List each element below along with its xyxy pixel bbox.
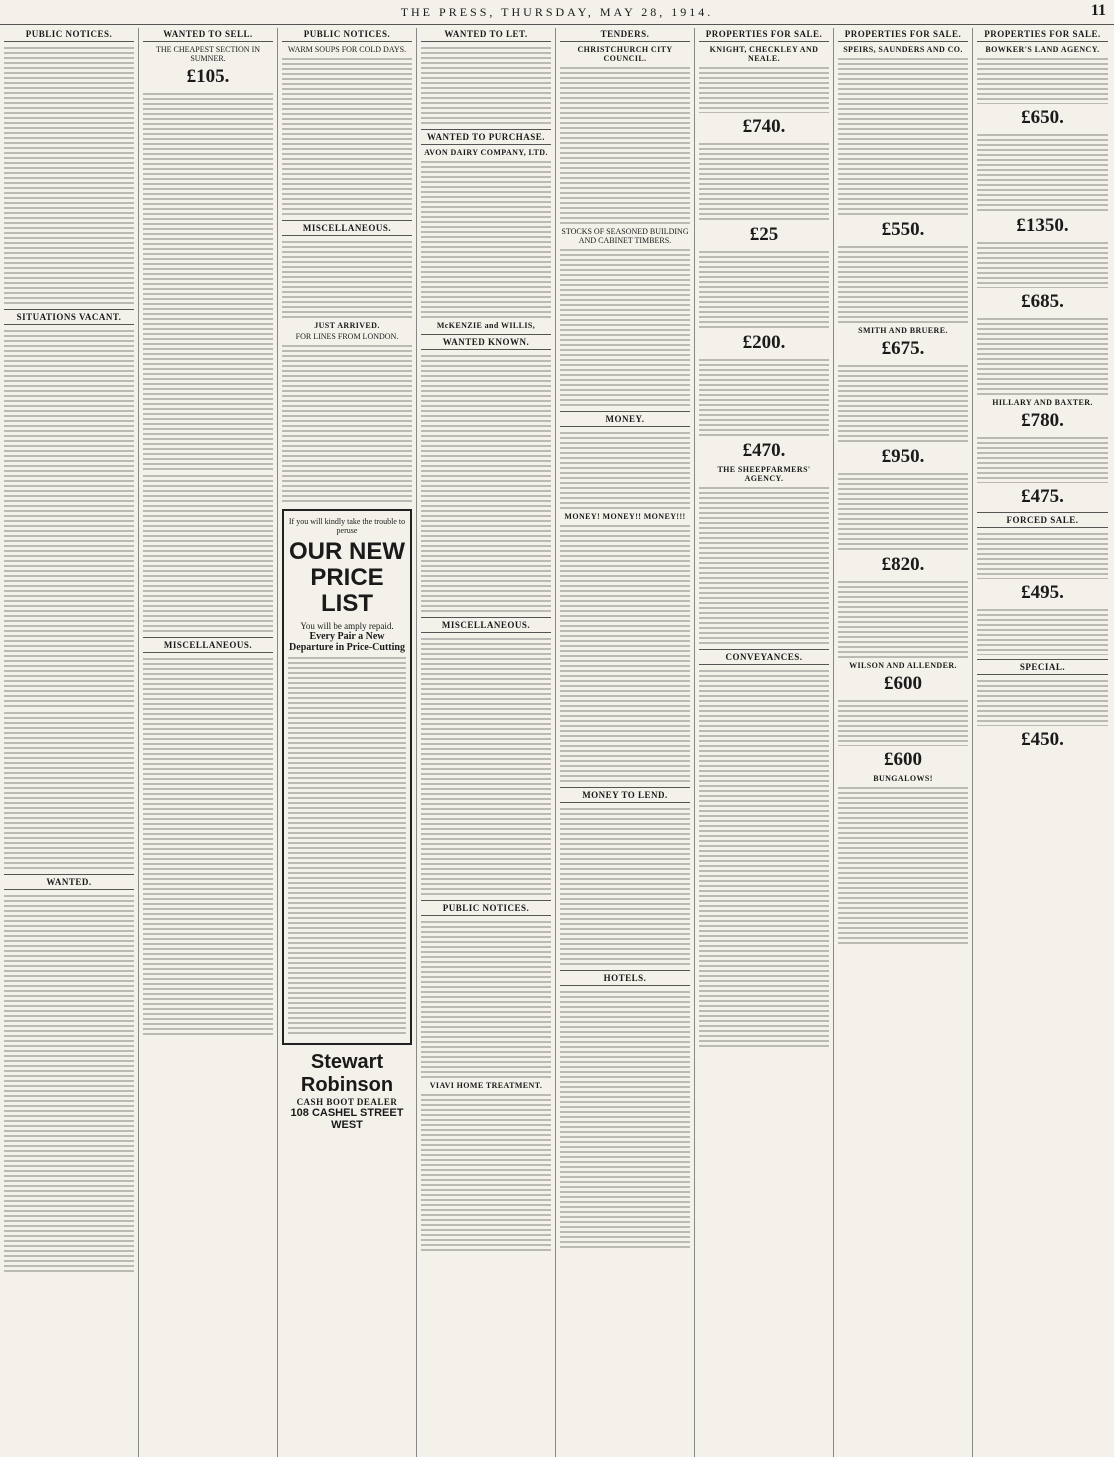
- ad-title: VIAVI HOME TREATMENT.: [429, 1081, 543, 1090]
- agent-name: THE SHEEPFARMERS' AGENCY.: [717, 465, 811, 483]
- ad-text-block: [421, 636, 551, 896]
- columns: [0, 28, 1114, 1457]
- section-heading: FORCED SALE.: [977, 512, 1108, 528]
- ad-text-block: [977, 240, 1108, 288]
- column-heading: WANTED TO SELL.: [143, 28, 273, 42]
- agent-name: HILLARY AND BAXTER.: [992, 398, 1093, 407]
- ad-text-block: [4, 328, 134, 708]
- ad-text-block: [282, 56, 412, 216]
- ad-text-block: [977, 132, 1108, 212]
- column-8: [973, 28, 1112, 1457]
- ad-text-block: [838, 785, 968, 945]
- ad-text-block: [421, 353, 551, 613]
- agent-name: SPEIRS, SAUNDERS AND CO.: [843, 45, 963, 54]
- section-heading: WANTED KNOWN.: [421, 334, 551, 350]
- agent-name: BOWKER'S LAND AGENCY.: [985, 45, 1100, 54]
- advertiser-address: 108 CASHEL STREET WEST: [290, 1107, 404, 1131]
- price: £105.: [186, 66, 230, 87]
- ad-text-block: [838, 698, 968, 746]
- ad-text-block: [977, 316, 1108, 396]
- ad-text-block: [699, 485, 829, 645]
- section-heading: MONEY TO LEND.: [560, 787, 690, 803]
- price: £475.: [1021, 486, 1064, 507]
- section-heading: SPECIAL.: [977, 659, 1108, 675]
- price: £740.: [742, 116, 786, 137]
- price: £550.: [881, 219, 925, 240]
- ad-text-block: [838, 56, 968, 216]
- section-heading: MISCELLANEOUS.: [421, 617, 551, 633]
- agent-name: SMITH AND BRUERE.: [858, 326, 948, 335]
- column-7: [834, 28, 973, 1457]
- ad-text-block: [699, 668, 829, 1048]
- ad-text-block: [977, 607, 1108, 655]
- column-heading: PROPERTIES FOR SALE.: [838, 28, 968, 42]
- ad-text-block: [4, 893, 134, 1273]
- ad-text-block: [282, 239, 412, 319]
- ad-text-block: [838, 244, 968, 324]
- section-heading: HOTELS.: [560, 970, 690, 986]
- agent-name: WILSON AND ALLENDER.: [849, 661, 957, 670]
- price-list-line: Every Pair a New Departure in Price-Cutting: [289, 631, 405, 653]
- ad-text-block: [699, 141, 829, 221]
- column-heading: WANTED TO LET.: [421, 28, 551, 42]
- column-4: [417, 28, 556, 1457]
- ad-text-block: [560, 430, 690, 510]
- price: £675.: [881, 338, 925, 359]
- column-heading: TENDERS.: [560, 28, 690, 42]
- advertiser-name: McKENZIE and WILLIS,: [436, 321, 536, 330]
- price-list-headline: OUR NEW PRICE LIST: [289, 538, 405, 617]
- price-list-line: You will be amply repaid.: [300, 621, 394, 631]
- ad-text-block: [143, 656, 273, 1036]
- ad-text-block: [838, 579, 968, 659]
- column-1: [0, 28, 139, 1457]
- column-5: [556, 28, 695, 1457]
- ad-text-block: [699, 357, 829, 437]
- ad-text-block: [560, 806, 690, 966]
- section-heading: MISCELLANEOUS.: [282, 220, 412, 236]
- ad-text-block: [560, 523, 690, 783]
- price: £495.: [1021, 582, 1064, 603]
- price: £470.: [742, 440, 786, 461]
- ad-text-block: [4, 45, 134, 305]
- ad-text-block: [421, 45, 551, 125]
- ad-title: BUNGALOWS!: [873, 774, 933, 783]
- advertiser-trade: CASH BOOT DEALER: [296, 1097, 398, 1107]
- ad-title: WARM SOUPS FOR COLD DAYS.: [287, 45, 407, 54]
- ad-text-block: [4, 710, 134, 870]
- ad-text-block: [977, 531, 1108, 579]
- price: £600: [884, 749, 922, 770]
- price: £450.: [1021, 729, 1064, 750]
- ad-title: CHRISTCHURCH CITY COUNCIL.: [577, 45, 673, 63]
- section-heading: WANTED TO PURCHASE.: [421, 129, 551, 145]
- ad-text-block: [699, 65, 829, 113]
- column-2: [139, 28, 278, 1457]
- price: £25: [749, 224, 779, 245]
- ad-text-block: [560, 989, 690, 1249]
- price: £1350.: [1016, 215, 1069, 236]
- ad-text-block: [143, 473, 273, 633]
- column-3: [278, 28, 417, 1457]
- ad-text-block: [421, 1092, 551, 1252]
- masthead-title: THE PRESS, THURSDAY, MAY 28, 1914.: [400, 5, 714, 19]
- column-heading: PROPERTIES FOR SALE.: [977, 28, 1108, 42]
- ad-text-block: [838, 471, 968, 551]
- page-number: 11: [1090, 2, 1106, 19]
- price: £780.: [1021, 410, 1064, 431]
- ad-text-block: [699, 249, 829, 329]
- column-heading: PUBLIC NOTICES.: [4, 28, 134, 42]
- ad-text-block: [143, 91, 273, 471]
- agent-name: KNIGHT, CHECKLEY AND NEALE.: [709, 45, 819, 63]
- price: £820.: [881, 554, 925, 575]
- column-6: [695, 28, 834, 1457]
- ad-text-block: [977, 56, 1108, 104]
- advertiser-name: AVON DAIRY COMPANY, LTD.: [424, 148, 548, 157]
- section-heading: CONVEYANCES.: [699, 649, 829, 665]
- stewart-robinson-ad: [282, 1051, 412, 1131]
- ad-text-block: [421, 159, 551, 319]
- ad-title: JUST ARRIVED.: [314, 321, 380, 330]
- ad-title: STOCKS OF SEASONED BUILDING AND CABINET TIMBERS.: [561, 227, 689, 245]
- ad-text-block: [421, 919, 551, 1079]
- column-heading: PUBLIC NOTICES.: [282, 28, 412, 42]
- price: £685.: [1021, 291, 1064, 312]
- advertiser-name: Stewart Robinson: [300, 1051, 394, 1096]
- ad-text-block: [977, 435, 1108, 483]
- ad-text-block: [977, 678, 1108, 726]
- ad-text-block: [288, 655, 406, 1035]
- price: £200.: [742, 332, 786, 353]
- price-list-ad: [282, 509, 412, 1045]
- ad-text-block: [560, 65, 690, 225]
- section-heading: MONEY.: [560, 411, 690, 427]
- price: £650.: [1021, 107, 1064, 128]
- section-heading: PUBLIC NOTICES.: [421, 900, 551, 916]
- column-heading: PROPERTIES FOR SALE.: [699, 28, 829, 42]
- price: £950.: [881, 446, 925, 467]
- ad-title: THE CHEAPEST SECTION IN SUMNER.: [155, 45, 261, 63]
- section-heading: WANTED.: [4, 874, 134, 890]
- section-heading: SITUATIONS VACANT.: [4, 309, 134, 325]
- ad-text-block: [282, 343, 412, 503]
- ad-text-block: [838, 363, 968, 443]
- price: £600: [884, 673, 922, 694]
- ad-text-block: [560, 247, 690, 407]
- section-heading: MISCELLANEOUS.: [143, 637, 273, 653]
- price-list-intro: If you will kindly take the trouble to peruse: [288, 517, 406, 535]
- ad-title: MONEY! MONEY!! MONEY!!!: [564, 512, 686, 521]
- ad-subtitle: FOR LINES FROM LONDON.: [295, 332, 399, 341]
- masthead: [0, 0, 1114, 25]
